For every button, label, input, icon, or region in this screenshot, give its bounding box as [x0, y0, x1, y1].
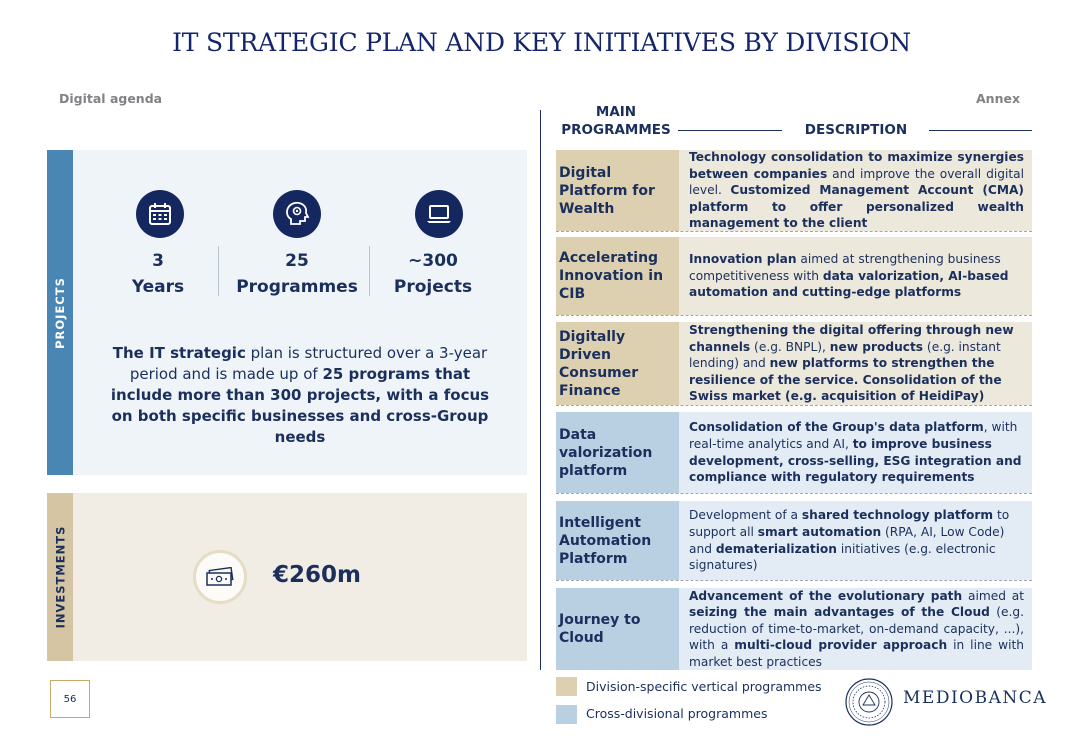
description-segment: aimed at strengthening business competitiveness with	[689, 252, 1001, 283]
projects-description	[100, 343, 500, 448]
desc-part-2: plan is structured over a 3-year period and is made up of	[129, 344, 488, 383]
description-segment: shared technology platform	[801, 508, 994, 523]
header-rule	[929, 130, 1032, 131]
description-segment: new platforms to strengthen the resilience of the service. Consolidation of the Swiss market (e.g. acquisition of HeidiPay)	[689, 356, 1002, 404]
programme-row	[556, 412, 1032, 494]
investments-side-label: INVESTMENTS	[53, 525, 67, 629]
legend-swatch-vertical	[556, 677, 577, 696]
stat-programmes-value: 25	[285, 251, 309, 271]
programme-row	[556, 588, 1032, 670]
banknote-icon	[193, 550, 247, 604]
stat-projects-value: ~300	[408, 251, 458, 271]
programme-row	[556, 501, 1032, 581]
description-header: DESCRIPTION	[804, 122, 908, 138]
investment-amount: €260m	[273, 562, 361, 588]
programme-row	[556, 150, 1032, 232]
calendar-icon	[136, 190, 184, 238]
mediobanca-seal-icon	[844, 677, 894, 727]
description-segment: Advancement of the evolutionary path	[689, 588, 963, 603]
description-segment: Technology consolidation to maximize synergies between companies	[689, 150, 1024, 181]
programme-name: Data valorization platform	[556, 412, 679, 493]
column-divider	[540, 110, 541, 670]
programme-description	[679, 237, 1032, 315]
brand-logo-text: MEDIOBANCA	[903, 688, 1048, 708]
section-tag: Digital agenda	[59, 91, 163, 106]
programme-description	[679, 322, 1032, 405]
programme-row	[556, 322, 1032, 406]
description-segment: seizing the main advantages of the Cloud	[689, 605, 990, 620]
desc-part-1: The IT strategic	[112, 344, 246, 362]
legend-label-cross: Cross-divisional programmes	[586, 706, 768, 721]
programme-name: Digitally Driven Consumer Finance	[556, 322, 679, 405]
brain-gear-icon	[273, 190, 321, 238]
programme-row	[556, 237, 1032, 316]
description-segment: , with real-time analytics and AI,	[689, 420, 1018, 451]
stat-years-value: 3	[152, 251, 164, 271]
description-segment: initiatives (e.g. electronic signatures)	[689, 541, 996, 573]
description-segment: (RPA, AI, Low Code) and	[689, 524, 1005, 556]
description-segment: Consolidation of the Group's data platform	[689, 420, 984, 435]
description-segment: and improve the overall digital level.	[689, 166, 1024, 198]
description-segment: smart automation	[757, 524, 882, 539]
description-segment: data valorization, AI-based automation and cutting-edge platforms	[689, 268, 1009, 300]
programme-description	[679, 588, 1032, 670]
desc-part-3: 25 programs that include more than 300 projects, with a focus on both specific businesses and cross-Group needs	[110, 365, 490, 446]
stat-years	[93, 248, 223, 300]
description-segment: (e.g. instant lending) and	[689, 339, 1001, 371]
header-rule	[678, 130, 782, 131]
stat-years-label: Years	[131, 277, 185, 297]
programme-name: Accelerating Innovation in CIB	[556, 237, 679, 315]
programme-description	[679, 412, 1032, 493]
stat-programmes	[232, 248, 362, 300]
description-segment: (e.g. reduction of time-to-market, on-demand capacity, ...), with a	[689, 605, 1024, 653]
annex-tag: Annex	[976, 91, 1021, 106]
description-segment: to support all	[689, 508, 1010, 539]
page-number: 56	[50, 680, 90, 718]
programme-name: Intelligent Automation Platform	[556, 501, 679, 580]
description-segment: new products	[829, 339, 924, 354]
description-segment: dematerialization	[715, 541, 837, 556]
stat-projects-label: Projects	[393, 277, 473, 297]
description-segment: Innovation plan	[689, 252, 797, 267]
stat-projects	[368, 248, 498, 300]
legend-swatch-cross	[556, 705, 577, 724]
programme-name: Digital Platform for Wealth	[556, 150, 679, 231]
projects-side-bar	[47, 150, 73, 475]
projects-side-label: PROJECTS	[53, 276, 68, 349]
programme-description	[679, 501, 1032, 580]
programme-description	[679, 150, 1032, 231]
description-segment: aimed at	[962, 588, 1024, 603]
description-segment: multi-cloud provider approach	[734, 638, 948, 653]
laptop-icon	[415, 190, 463, 238]
main-programmes-header: MAIN PROGRAMMES	[561, 104, 671, 138]
page-title: IT STRATEGIC PLAN AND KEY INITIATIVES BY DIVISION	[172, 28, 911, 57]
description-segment: to improve business development, cross-selling, ESG integration and compliance with regulatory requirements	[689, 436, 1022, 485]
description-segment: (e.g. BNPL),	[750, 339, 830, 354]
programme-name: Journey to Cloud	[556, 588, 679, 670]
stat-separator	[218, 246, 219, 296]
description-segment: Customized Management Account (CMA) platform to offer personalized wealth management to the client	[689, 183, 1024, 231]
description-segment: in line with market best practices	[689, 638, 1024, 669]
stat-programmes-label: Programmes	[236, 277, 358, 297]
description-segment: Strengthening the digital offering through new channels	[689, 323, 1014, 354]
description-segment: Development of a	[689, 508, 802, 523]
investments-side-bar	[47, 493, 73, 661]
legend-label-vertical: Division-specific vertical programmes	[586, 679, 822, 694]
